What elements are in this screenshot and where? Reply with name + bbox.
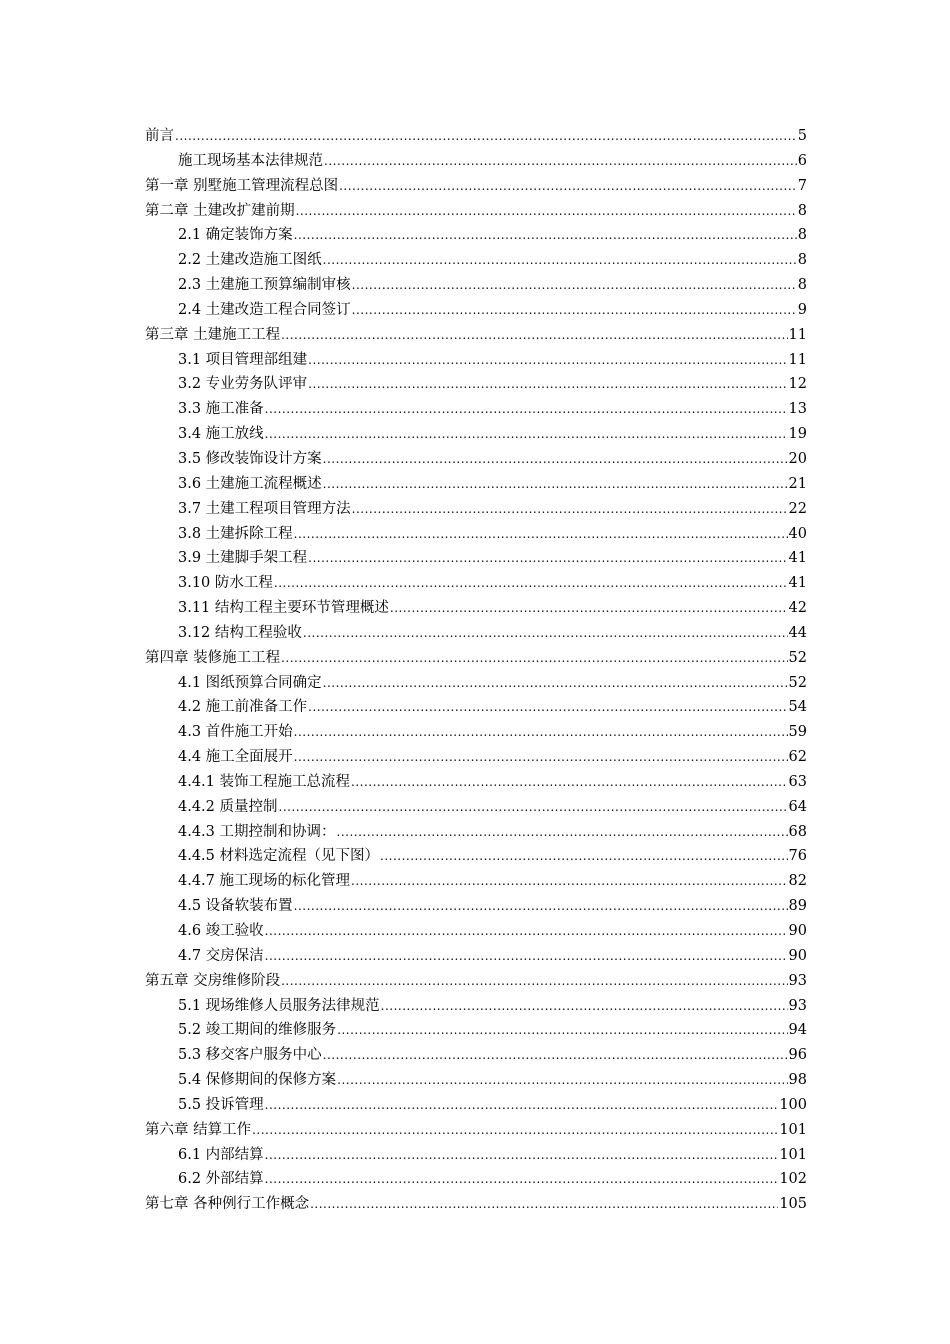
toc-section-entry[interactable] [145,1167,807,1192]
toc-dot-leader [294,894,788,919]
toc-dot-leader [294,745,788,770]
toc-page-number: 96 [788,1047,807,1064]
toc-chapter-entry[interactable] [145,969,807,994]
toc-entry-title: 3.3 施工准备 [178,401,264,418]
toc-dot-leader [294,223,797,248]
toc-section-entry[interactable] [145,1093,807,1118]
toc-entry-title: 3.2 专业劳务队评审 [178,376,308,393]
toc-dot-leader [265,1143,779,1168]
toc-dot-leader [352,497,788,522]
toc-page-number: 90 [788,947,807,964]
toc-section-entry[interactable] [145,447,807,472]
toc-entry-title: 第三章 土建施工工程 [145,326,281,343]
toc-dot-leader [323,248,797,273]
toc-dot-leader [281,969,787,994]
toc-page-number: 102 [779,1171,807,1188]
toc-page-number: 19 [788,426,807,443]
toc-page-number: 82 [788,873,807,890]
toc-entry-title: 第六章 结算工作 [145,1121,252,1138]
toc-entry-title: 4.7 交房保洁 [178,947,264,964]
toc-chapter-entry[interactable] [145,323,807,348]
toc-entry-title: 第七章 各种例行工作概念 [145,1196,310,1213]
toc-section-entry[interactable] [145,273,807,298]
toc-page-number: 93 [788,997,807,1014]
toc-entry-title: 3.11 结构工程主要环节管理概述 [178,600,389,617]
toc-section-entry[interactable] [145,919,807,944]
toc-dot-leader [308,546,787,571]
toc-dot-leader [274,571,788,596]
toc-section-entry[interactable] [145,422,807,447]
toc-dot-leader [265,422,788,447]
toc-section-entry[interactable] [145,820,807,845]
toc-entry-title: 2.2 土建改造施工图纸 [178,252,322,269]
toc-section-entry[interactable] [145,546,807,571]
toc-entry-title: 4.3 首件施工开始 [178,724,293,741]
toc-section-entry[interactable] [145,1043,807,1068]
toc-page-number: 8 [797,277,807,294]
toc-dot-leader [323,671,788,696]
toc-page-number: 64 [788,798,807,815]
toc-section-entry[interactable] [145,795,807,820]
toc-page-number: 68 [788,823,807,840]
toc-dot-leader [352,273,797,298]
toc-section-entry[interactable] [145,944,807,969]
toc-entry-title: 施工现场基本法律规范 [178,152,323,169]
toc-entry-title: 3.9 土建脚手架工程 [178,550,308,567]
toc-dot-leader [381,994,788,1019]
toc-entry-title: 前言 [145,128,174,144]
toc-page-number: 90 [788,923,807,939]
toc-page-number: 9 [797,301,807,318]
toc-entry-title: 3.10 防水工程 [178,575,273,592]
toc-dot-leader [294,522,788,547]
toc-page-number: 6 [797,152,807,169]
toc-section-entry[interactable] [145,571,807,596]
toc-page-number: 93 [788,972,807,989]
toc-section-entry[interactable] [145,994,807,1019]
toc-page-number: 98 [788,1072,807,1089]
toc-section-entry[interactable] [145,397,807,422]
toc-dot-leader [296,199,797,224]
toc-dot-leader [380,844,788,869]
toc-entry-title: 第二章 土建改扩建前期 [145,202,295,219]
toc-dot-leader [175,124,797,149]
toc-entry-title: 3.12 结构工程验收 [178,624,302,641]
toc-dot-leader [265,1093,779,1118]
toc-entry-title: 3.5 修改装饰设计方案 [178,450,322,467]
toc-entry-title: 2.3 土建施工预算编制审核 [178,277,351,294]
toc-dot-leader [265,397,788,422]
toc-section-entry[interactable] [145,522,807,547]
toc-section-entry[interactable] [145,770,807,795]
toc-dot-leader [308,372,787,397]
toc-dot-leader [279,795,788,820]
toc-entry-title: 第五章 交房维修阶段 [145,972,281,989]
toc-section-entry[interactable] [145,720,807,745]
toc-dot-leader [265,944,788,969]
toc-chapter-entry[interactable] [145,646,807,671]
toc-page-number: 101 [779,1121,807,1138]
toc-entry-title: 4.4.5 材料选定流程（见下图） [178,848,380,865]
toc-section-entry[interactable] [145,894,807,919]
toc-page-number: 11 [788,351,807,368]
toc-entry-title: 5.2 竣工期间的维修服务 [178,1022,337,1039]
toc-dot-leader [337,1018,787,1043]
toc-page-number: 94 [788,1022,807,1039]
toc-dot-leader [308,348,787,373]
toc-page-number: 44 [788,624,807,641]
toc-page-number: 22 [788,500,807,517]
toc-chapter-entry[interactable] [145,174,807,199]
toc-dot-leader [351,770,788,795]
toc-section-entry[interactable] [145,621,807,646]
toc-entry-title: 5.3 移交客户服务中心 [178,1047,322,1064]
toc-entry-title: 4.5 设备软装布置 [178,898,293,915]
toc-page-number: 5 [797,128,807,144]
toc-section-entry[interactable] [145,472,807,497]
toc-section-entry[interactable] [145,372,807,397]
toc-dot-leader [308,695,787,720]
toc-entry-title: 3.7 土建工程项目管理方法 [178,500,351,517]
toc-section-entry[interactable] [145,223,807,248]
toc-page-number: 11 [788,326,807,343]
toc-entry-title: 2.1 确定装饰方案 [178,227,293,244]
toc-section-entry[interactable] [145,497,807,522]
toc-page-number: 59 [788,724,807,741]
toc-entry-title: 第一章 别墅施工管理流程总图 [145,177,339,194]
toc-entry-title: 3.4 施工放线 [178,426,264,443]
toc-section-entry[interactable] [145,248,807,273]
toc-page-number: 21 [788,475,807,492]
toc-entry-title: 4.1 图纸预算合同确定 [178,674,322,691]
toc-page-number: 54 [788,699,807,716]
toc-page-number: 12 [788,376,807,393]
toc-dot-leader [352,298,797,323]
toc-dot-leader [351,869,788,894]
toc-page-number: 8 [797,227,807,244]
toc-page-number: 52 [788,649,807,666]
toc-entry-title: 第四章 装修施工工程 [145,649,281,666]
toc-entry-title: 3.8 土建拆除工程 [178,525,293,542]
toc-page-number: 41 [788,550,807,567]
toc-dot-leader [281,323,787,348]
toc-page-number: 62 [788,749,807,766]
toc-entry-title: 5.1 现场维修人员服务法律规范 [178,997,380,1014]
toc-entry-title: 3.1 项目管理部组建 [178,351,308,368]
toc-entry-title: 4.4 施工全面展开 [178,749,293,766]
toc-section-entry[interactable] [145,596,807,621]
toc-entry-title: 4.4.7 施工现场的标化管理 [178,873,351,890]
toc-dot-leader [337,820,788,845]
toc-dot-leader [281,646,787,671]
toc-section-entry[interactable] [145,844,807,869]
toc-page-number: 100 [779,1096,807,1113]
toc-page-number: 105 [779,1196,807,1213]
toc-page-number: 40 [788,525,807,542]
toc-dot-leader [310,1192,778,1217]
toc-dot-leader [339,174,797,199]
toc-page-number: 7 [797,177,807,194]
toc-chapter-entry[interactable] [145,1192,807,1217]
toc-entry-title: 4.4.1 装饰工程施工总流程 [178,773,351,790]
toc-section-entry[interactable] [145,298,807,323]
toc-page-number: 8 [797,252,807,269]
toc-page-number: 101 [779,1146,807,1163]
toc-chapter-entry[interactable] [145,199,807,224]
toc-entry-title: 6.2 外部结算 [178,1171,264,1188]
toc-dot-leader [265,1167,779,1192]
toc-entry-title: 5.4 保修期间的保修方案 [178,1072,337,1089]
toc-entry-title: 2.4 土建改造工程合同签订 [178,301,351,318]
toc-entry-title: 4.4.2 质量控制 [178,798,278,815]
toc-section-entry[interactable] [145,671,807,696]
toc-entry-title: 3.6 土建施工流程概述 [178,475,322,492]
toc-page-number: 20 [788,450,807,467]
toc-entry-title: 6.1 内部结算 [178,1146,264,1163]
toc-dot-leader [323,472,788,497]
toc-dot-leader [265,919,788,944]
toc-page-number: 13 [788,401,807,418]
toc-section-entry[interactable] [145,1018,807,1043]
toc-dot-leader [390,596,788,621]
toc-dot-leader [323,447,788,472]
toc-chapter-entry[interactable] [145,124,807,149]
toc-dot-leader [252,1118,778,1143]
toc-page-number: 89 [788,898,807,915]
toc-chapter-entry[interactable] [145,1118,807,1143]
toc-dot-leader [294,720,788,745]
toc-entry-title: 4.6 竣工验收 [178,923,264,939]
toc-page-number: 8 [797,202,807,219]
toc-section-entry[interactable] [145,869,807,894]
toc-section-entry[interactable] [145,1143,807,1168]
toc-dot-leader [324,149,797,174]
toc-entry-title: 4.2 施工前准备工作 [178,699,308,716]
toc-page-number: 76 [788,848,807,865]
toc-section-entry[interactable] [145,149,807,174]
toc-dot-leader [337,1068,787,1093]
toc-entry-title: 4.4.3 工期控制和协调： [178,823,336,840]
toc-dot-leader [303,621,788,646]
toc-section-entry[interactable] [145,1068,807,1093]
toc-page-number: 63 [788,773,807,790]
toc-dot-leader [323,1043,788,1068]
toc-section-entry[interactable] [145,348,807,373]
toc-entry-title: 5.5 投诉管理 [178,1096,264,1113]
toc-section-entry[interactable] [145,695,807,720]
toc-section-entry[interactable] [145,745,807,770]
table-of-contents [145,124,807,1217]
toc-page-number: 41 [788,575,807,592]
toc-page-number: 42 [788,600,807,617]
toc-page-number: 52 [788,674,807,691]
